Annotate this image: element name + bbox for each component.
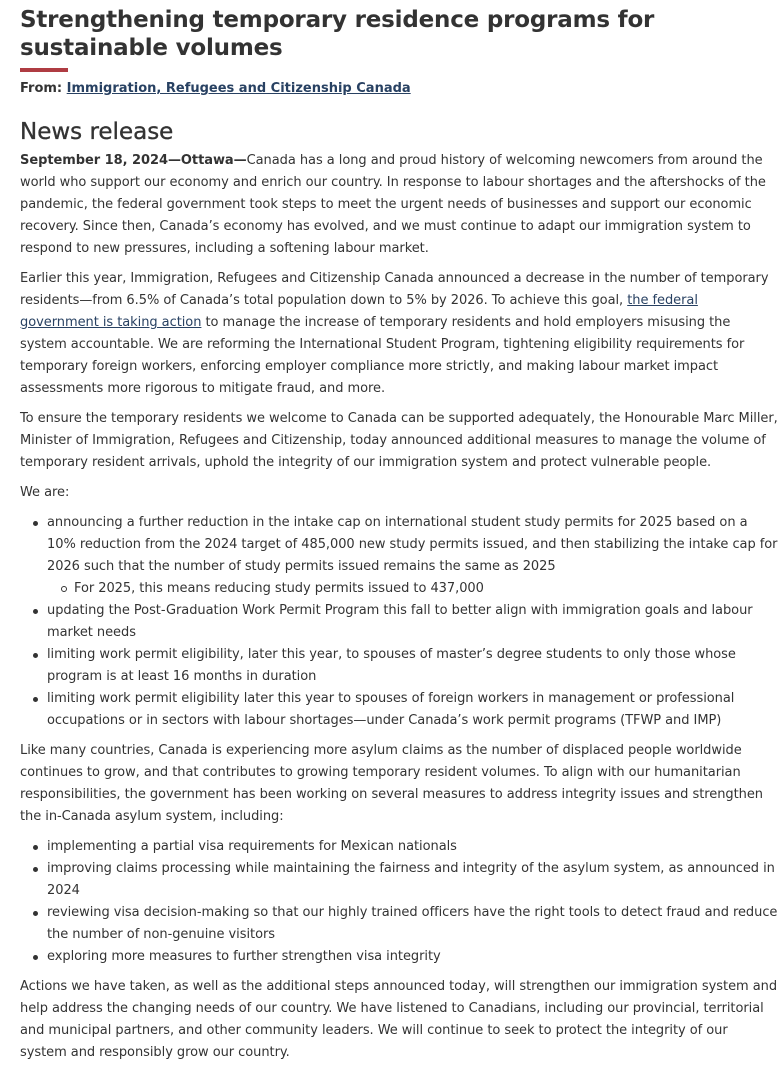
list-item-text: announcing a further reduction in the intake cap on international student study permits for 2025 based on a 10% reduction from the 2024 target of 485,000 new study permits issued, and then stabilizing the intake cap for 2026 such that the number of study permits issued remains the same as 2025 — [47, 515, 778, 574]
list-item: reviewing visa decision-making so that our highly trained officers have the right tools to detect fraud and reduce the number of non-genuine visitors — [47, 902, 778, 946]
from-line — [20, 80, 778, 98]
paragraph-we-are: We are: — [20, 485, 70, 500]
from-label: From: — [20, 81, 63, 96]
title-accent-bar — [20, 68, 68, 72]
page-title: Strengthening temporary residence programs for sustainable volumes — [20, 7, 655, 61]
paragraph-text: Earlier this year, Immigration, Refugees and Citizenship Canada announced a decrease in the number of temporary residents—from 6.5% of Canada’s total population down to 5% by 2026. To achieve this goal, — [20, 271, 769, 308]
paragraph-text: to manage the increase of temporary residents and hold employers misusing the system accountable. We are reforming the International Student Program, tightening eligibility requirements for temporary foreign workers, enforcing employer compliance more strictly, and making labour market impact assessments more rigorous to mitigate fraud, and more. — [20, 315, 745, 396]
paragraph-intro-text: Canada has a long and proud history of welcoming newcomers from around the world who support our economy and enrich our country. In response to labour shortages and the aftershocks of the pandemic, the federal government took steps to meet the urgent needs of businesses and support our economic recovery. Since then, Canada’s economy has evolved, and we must continue to adapt our immigration system to respond to new pressures, including a softening labour market. — [20, 153, 766, 256]
list-item: limiting work permit eligibility later this year to spouses of foreign workers in management or professional occupations or in sectors with labour shortages—under Canada’s work permit programs (TFWP and IMP) — [47, 688, 778, 732]
list-item: improving claims processing while maintaining the fairness and integrity of the asylum system, as announced in 2024 — [47, 858, 778, 902]
paragraph-asylum: Like many countries, Canada is experiencing more asylum claims as the number of displaced people worldwide continues to grow, and that contributes to growing temporary resident volumes. To align with our humanitarian responsibilities, the government has been working on several measures to address integrity issues and strengthen the in-Canada asylum system, including: — [20, 743, 763, 824]
list-item: updating the Post-Graduation Work Permit Program this fall to better align with immigration goals and labour market needs — [47, 600, 778, 644]
paragraph-minister-announcement: To ensure the temporary residents we welcome to Canada can be supported adequately, the Honourable Marc Miller, Minister of Immigration, Refugees and Citizenship, today announced additional measures to manage the volume of temporary resident arrivals, uphold the integrity of our immigration system and protect vulnerable people. — [20, 411, 778, 470]
measures-list — [20, 512, 778, 732]
taking-action-link[interactable]: the federal government is taking action — [20, 293, 698, 330]
paragraph-reduction-goal — [20, 268, 778, 400]
asylum-measures-list — [20, 836, 778, 968]
department-link[interactable]: Immigration, Refugees and Citizenship Canada — [66, 81, 411, 96]
list-item: limiting work permit eligibility, later this year, to spouses of master’s degree students to only those whose program is at least 16 months in duration — [47, 644, 778, 688]
section-heading: News release — [20, 119, 174, 145]
list-item — [47, 512, 778, 600]
paragraph-intro — [20, 150, 778, 260]
sub-list-item: For 2025, this means reducing study permits issued to 437,000 — [74, 578, 778, 600]
list-item: exploring more measures to further strengthen visa integrity — [47, 946, 778, 968]
sub-list — [47, 578, 778, 600]
dateline: September 18, 2024—Ottawa— — [20, 153, 247, 168]
list-item: implementing a partial visa requirements for Mexican nationals — [47, 836, 778, 858]
paragraph-closing: Actions we have taken, as well as the additional steps announced today, will strengthen our immigration system and help address the changing needs of our country. We have listened to Canadians, including our provincial, territorial and municipal partners, and other community leaders. We will continue to seek to protect the integrity of our system and responsibly grow our country. — [20, 979, 778, 1060]
